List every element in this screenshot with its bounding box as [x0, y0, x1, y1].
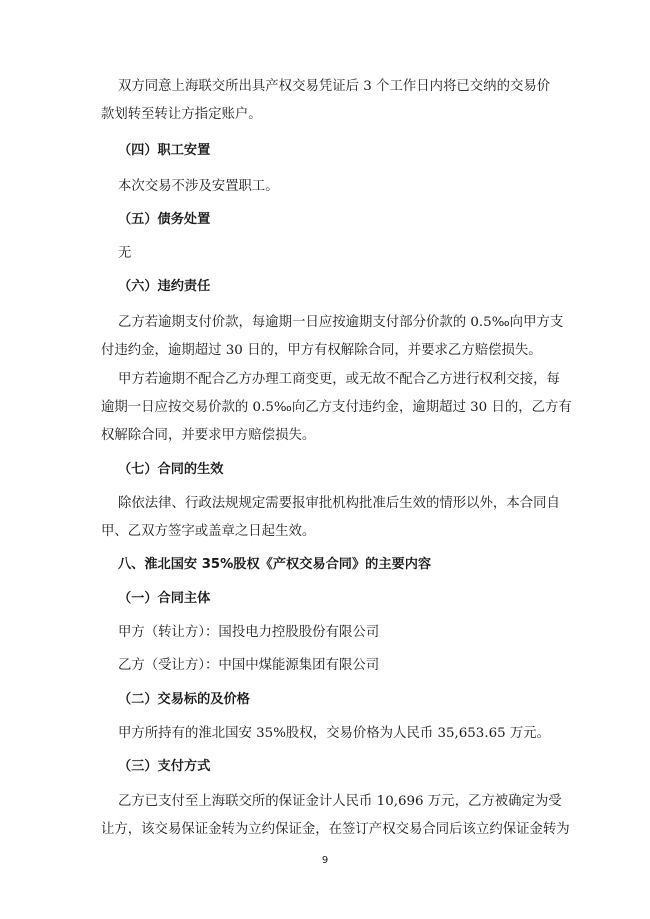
- paragraph-transfer-line2: 款划转至转让方指定账户。: [101, 107, 262, 122]
- heading-debt-handling: （五）债务处置: [118, 212, 211, 227]
- paragraph-staff: 本次交易不涉及安置职工。: [118, 179, 279, 194]
- paragraph-debt: 无: [118, 246, 132, 261]
- heading-section-8: 八、淮北国安 35%股权《产权交易合同》的主要内容: [118, 557, 432, 572]
- paragraph-party-a: 甲方（转让方）：国投电力控股股份有限公司: [118, 625, 380, 640]
- heading-staff-placement: （四）职工安置: [118, 143, 211, 158]
- heading-transaction-price: （二）交易标的及价格: [118, 692, 250, 707]
- paragraph-party-b: 乙方（受让方）：中国中煤能源集团有限公司: [118, 658, 380, 673]
- paragraph-payment-line2: 让方，该交易保证金转为立约保证金，在签订产权交易合同后该立约保证金转为: [101, 822, 570, 837]
- paragraph-breach2-line1: 甲方若逾期不配合乙方办理工商变更，或无故不配合乙方进行权利交接，每: [118, 372, 560, 387]
- paragraph-effect-line1: 除依法律、行政法规规定需要报审批机构批准后生效的情形以外，本合同自: [118, 496, 560, 511]
- page-number: 9: [321, 855, 329, 866]
- paragraph-breach1-line1: 乙方若逾期支付价款，每逾期一日应按逾期支付部分价款的 0.5‰向甲方支: [118, 315, 564, 330]
- paragraph-transfer-line1: 双方同意上海联交所出具产权交易凭证后 3 个工作日内将已交纳的交易价: [118, 79, 551, 94]
- paragraph-breach2-line3: 权解除合同，并要求甲方赔偿损失。: [101, 428, 316, 443]
- heading-payment-method: （三）支付方式: [118, 759, 211, 774]
- heading-contract-effect: （七）合同的生效: [118, 462, 224, 477]
- heading-breach-liability: （六）违约责任: [118, 279, 211, 294]
- paragraph-breach2-line2: 逾期一日应按交易价款的 0.5‰向乙方支付违约金，逾期超过 30 日的，乙方有: [101, 400, 572, 415]
- paragraph-breach1-line2: 付违约金，逾期超过 30 日的，甲方有权解除合同，并要求乙方赔偿损失。: [101, 343, 542, 358]
- heading-contract-subject: （一）合同主体: [118, 591, 211, 606]
- paragraph-price: 甲方所持有的淮北国安 35%股权，交易价格为人民币 35,653.65 万元。: [118, 726, 551, 741]
- paragraph-payment-line1: 乙方已支付至上海联交所的保证金计人民币 10,696 万元，乙方被确定为受: [118, 794, 562, 809]
- paragraph-effect-line2: 甲、乙双方签字或盖章之日起生效。: [101, 524, 316, 539]
